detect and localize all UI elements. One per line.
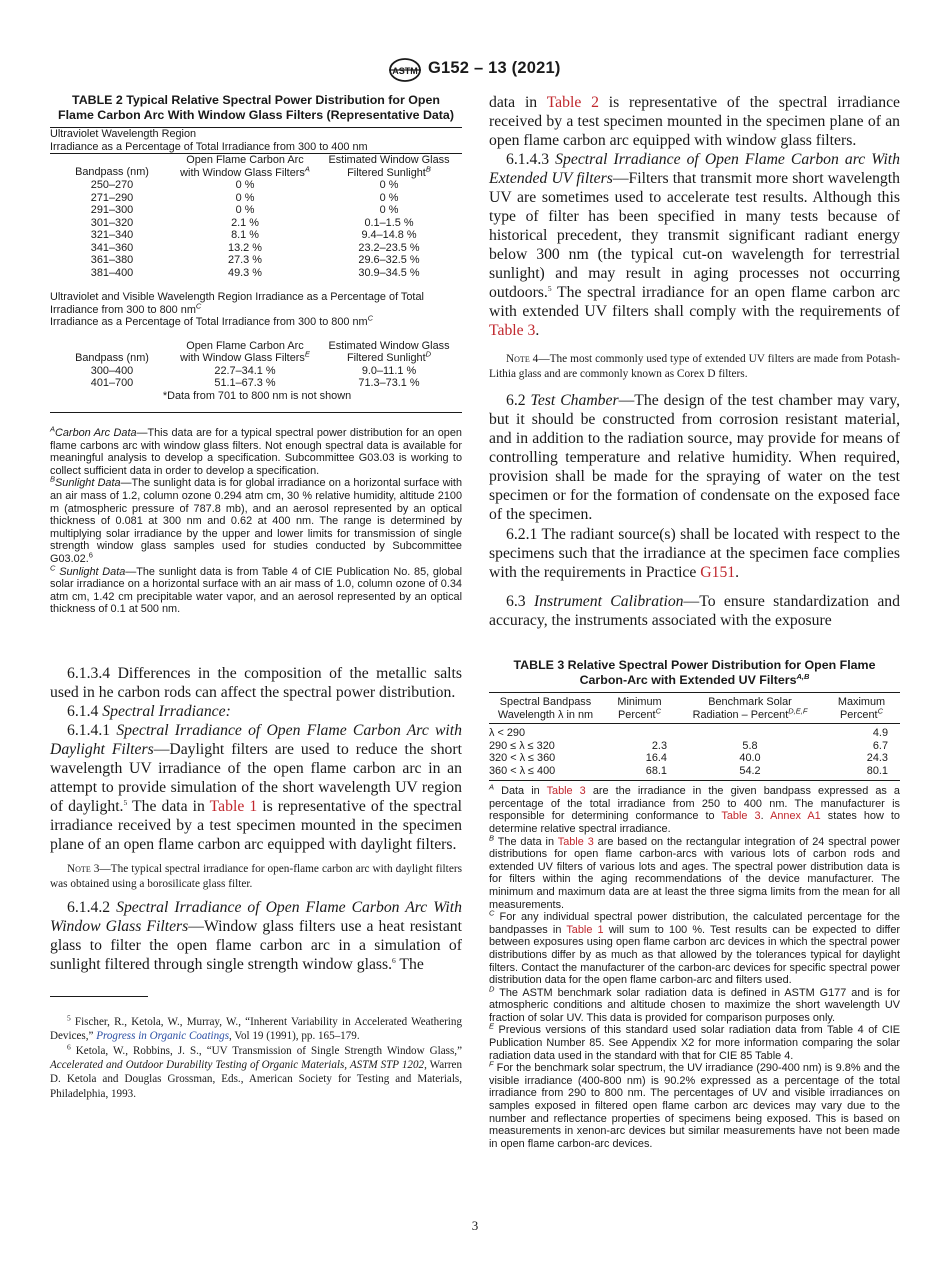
link-table-1[interactable]: Table 1 bbox=[209, 797, 258, 815]
table2-header-bandpass: Bandpass (nm) bbox=[75, 166, 149, 178]
table2-header-sunlight: Estimated Window Glass Filtered Sunlight$^B$ bbox=[328, 154, 450, 179]
astm-logo-icon bbox=[385, 57, 425, 83]
table-cell: 321–340 bbox=[90, 229, 134, 241]
table-cell: 290 ≤ λ ≤ 320 bbox=[489, 739, 555, 752]
paragraph-6-3: 6.3 Instrument Calibration—To ensure standardization and accuracy, the instruments associated with the exposure bbox=[489, 593, 900, 630]
table3-footnotes bbox=[489, 782, 901, 1150]
table3-row bbox=[489, 727, 900, 740]
table2-uvvis-title-line1: Ultraviolet and Visible Wavelength Region Irradiance as a Percentage of Total bbox=[50, 291, 424, 303]
table3-header-maximum: Maximum Percent$^C$ bbox=[837, 696, 886, 721]
link-table-3-fn-a1[interactable]: Table 3 bbox=[546, 785, 586, 798]
table-cell: 68.1 bbox=[645, 764, 667, 777]
table2-uv-row bbox=[50, 179, 462, 192]
table2-uv-rows bbox=[50, 179, 462, 279]
paragraph-6-1-3-4: 6.1.3.4 Differences in the composition of the metallic salts used in he carbon rods can affect the spectral power distribution. bbox=[50, 664, 462, 701]
table-cell: 40.0 bbox=[739, 752, 761, 765]
table-cell: 0 % bbox=[235, 204, 255, 216]
table-cell: 320 < λ ≤ 360 bbox=[489, 752, 556, 765]
table2-uv-row bbox=[50, 192, 462, 205]
references bbox=[50, 1015, 462, 1101]
table3-header-minimum: Minimum Percent$^C$ bbox=[617, 696, 662, 721]
table-cell: 0 % bbox=[379, 191, 399, 204]
table2-uvvis-row bbox=[50, 377, 462, 390]
table-cell: 271–290 bbox=[90, 191, 134, 204]
table-cell bbox=[602, 727, 677, 740]
paragraph-6-1-4-2: 6.1.4.2 Spectral Irradiance of Open Flame Carbon Arc With Window Glass Filters—Window glass filters use a heat resistant glass to filter the open flame carbon arc in a simulation of sunlight filtered through single strength window glass.$^6$ The bbox=[50, 899, 462, 974]
table-cell: 341–360 bbox=[90, 241, 134, 254]
reference-6: $^6$ Ketola, W., Robbins, J. S., “UV Transmission of Single Strength Window Glass,” Accelerated and Outdoor Durability Testing of Organic Materials, ASTM STP 1202, Warren D. Ketola and Douglas Grossman, Eds., American Society for Testing and Materials, Philadelphia, 1993. bbox=[50, 1042, 462, 1100]
table3-footnote-a: $^A$ Data in Table 3 are the irradiance in the given bandpass expressed as a percentage of the total irradiance from 250 to 400 nm. The manufacturer is responsible for determining conformance to Table 3. Annex A1 states how to determine relative spectral irradiance. bbox=[489, 782, 900, 835]
table-cell bbox=[677, 727, 823, 740]
table3-row bbox=[489, 765, 900, 778]
table2-uvvis-header-bandpass: Bandpass (nm) bbox=[75, 351, 149, 364]
table-cell: 0 % bbox=[379, 204, 399, 216]
table-cell: 6.7 bbox=[872, 739, 888, 752]
table2-uv-row bbox=[50, 267, 462, 280]
table-cell: 2.3 bbox=[651, 739, 667, 752]
table2-uvvis-title-line3: Irradiance as a Percentage of Total Irradiance from 300 to 800 nm bbox=[50, 316, 368, 328]
table3-header bbox=[489, 693, 900, 723]
table2 bbox=[50, 127, 462, 413]
table-cell: 16.4 bbox=[645, 752, 667, 765]
svg-text:ASTM: ASTM bbox=[392, 66, 418, 76]
table3 bbox=[489, 692, 900, 781]
table-cell: 80.1 bbox=[866, 764, 888, 777]
table2-uvvis-title-line2: Irradiance from 300 to 800 nm bbox=[50, 303, 196, 316]
table3-footnote-c: $^C$ For any individual spectral power distribution, the calculated percentage for the bandpasses in Table 1 will sum to 100 %. Test results can be expected to differ between exposures using open flame carbon arc devices in which the spectral power distributions differ by as much as that allowed by the tolerances typical for daylight filters. Contact the manufacturer of the carbon-arc devices for specific spectral power distribution data for the open flame carbon-arc and filters used. bbox=[489, 908, 901, 987]
table3-row bbox=[489, 740, 900, 753]
table-cell: 250–270 bbox=[90, 179, 134, 191]
table2-uv-row bbox=[50, 254, 462, 267]
right-body-text bbox=[489, 93, 900, 630]
table3-footnote-b: $^B$ The data in Table 3 are based on the rectangular integration of 24 spectral power distributions for open flame carbon-arcs with various lots of carbon rods and extended UV filters of various lots and ages. The spectral power distribution data is for filters within the aging recommendations of the device manufacturer. The minimum and maximum data are at least the three sigma limits from the mean for all measurements. bbox=[489, 832, 900, 911]
left-body-text bbox=[50, 664, 462, 974]
table2-uvvis-row bbox=[50, 365, 462, 378]
table-cell: 360 < λ ≤ 400 bbox=[489, 764, 556, 777]
table2-footnote-a: $^A$Carbon Arc Data—This data are for a typical spectral power distribution for an open flame carbons arc with window glass filters. Not enough spectral data is available for meaningful analysis to develop a specification. Subcommittee G03.03 is working to collect sufficient data in order to develop a specification. bbox=[50, 424, 462, 477]
table-cell: 71.3–73.1 % bbox=[358, 377, 420, 389]
paragraph-6-2: 6.2 Test Chamber—The design of the test chamber may vary, but it should be constructed from corrosion resistant material, and in addition to the radiation source, may provide for means of controlling temperature and relative humidity. When required, provision shall be made for the spraying of water on the test specimen or for the formation of condensate on the exposed face of the specimen. bbox=[489, 392, 900, 524]
table-cell: 30.9–34.5 % bbox=[358, 266, 420, 279]
table-cell: 0.1–1.5 % bbox=[364, 216, 414, 229]
table-cell: 0 % bbox=[235, 191, 255, 204]
link-annex-a1[interactable]: Annex A1 bbox=[770, 810, 821, 823]
document-id: G152 – 13 (2021) bbox=[428, 59, 561, 77]
table-cell: 22.7–34.1 % bbox=[214, 364, 276, 377]
table3-caption: TABLE 3 Relative Spectral Power Distribution for Open Flame Carbon-Arc with Extended UV Filters$^{A,B}$ bbox=[513, 658, 876, 688]
table-cell: 8.1 % bbox=[231, 229, 259, 241]
link-table-1-fn-c[interactable]: Table 1 bbox=[566, 923, 604, 936]
table2-uv-header bbox=[50, 154, 462, 179]
table-cell: 0 % bbox=[235, 179, 255, 191]
table-cell: 291–300 bbox=[90, 204, 134, 216]
table-cell: 49.3 % bbox=[228, 266, 262, 279]
paragraph-continued: data in Table 2 is representative of the spectral irradiance received by a test specimen mounted in the specimen plane of an open flame carbon arc equipped with window glass filters. bbox=[489, 94, 901, 149]
table-cell: 300–400 bbox=[90, 364, 134, 377]
table2-uvvis-header-carbon-arc: Open Flame Carbon Arc with Window Glass Filters$^E$ bbox=[180, 339, 310, 364]
table-cell: 13.2 % bbox=[228, 241, 262, 254]
table3-footnote-d: $^D$ The ASTM benchmark solar radiation data is defined in ASTM G177 and is for atmospheric conditions and altitude chosen to maximize the short wavelength UV fraction of solar UV. This data is provided for comparison purposes only. bbox=[489, 984, 900, 1024]
table-cell: 29.6–32.5 % bbox=[358, 254, 420, 266]
table-cell: 9.4–14.8 % bbox=[361, 229, 417, 241]
table-cell: 0 % bbox=[379, 179, 399, 191]
table-cell: 24.3 bbox=[866, 752, 888, 765]
note-4: Note 4—The most commonly used type of extended UV filters are made from Potash-Lithia glass and are commonly known as Corex D filters. bbox=[489, 353, 900, 380]
table2-footnotes bbox=[50, 424, 463, 616]
table2-uvvis-title: Ultraviolet and Visible Wavelength Region Irradiance as a Percentage of Total Irradiance from 300 to 800 $nm^C$ Irradiance as a Percentage of Total Irradiance from 300 to 800 $nm^C$ bbox=[50, 291, 462, 329]
table2-uv-row bbox=[50, 217, 462, 230]
table2-uv-row bbox=[50, 229, 462, 242]
link-table-3-fn-a2[interactable]: Table 3 bbox=[721, 810, 761, 823]
table2-uv-title-line1: Ultraviolet Wavelength Region bbox=[50, 128, 197, 140]
table2-uv-title-line2: Irradiance as a Percentage of Total Irradiance from 300 to 400 nm bbox=[50, 140, 368, 153]
table3-row bbox=[489, 752, 900, 765]
table-cell: 361–380 bbox=[90, 254, 134, 266]
table2-caption: TABLE 2 Typical Relative Spectral Power Distribution for Open Flame Carbon Arc With Window Glass Filters (Representative Data) bbox=[58, 93, 454, 122]
table3-footnote-f: $^F$ For the benchmark solar spectrum, the UV irradiance (290-400 nm) is 9.8% and the visible irradiance (400-800 nm) is 90.2% expressed as a percentage of the total irradiance from 290 to 800 nm. The percentages of UV and visible irradiances on samples exposed in filtered open flame carbon arc devices may vary due to the number and reflectance properties of specimens being exposed. This is based on measurements in xenon-arc devices but similar measurements have not been made in open flame carbon-arc devices. bbox=[489, 1059, 900, 1150]
table3-footnote-e: $^E$ Previous versions of this standard used solar radiation data from Table 4 of CIE Publication Number 85. See Appendix X2 for more information comparing the solar radiation data used in the standard with that for CIE 85 Table 4. bbox=[489, 1021, 900, 1062]
table2-uv-title bbox=[50, 128, 462, 153]
table3-header-benchmark: Benchmark Solar Radiation – Percent$^{D,E,F}$ bbox=[692, 696, 808, 721]
note-3: Note 3—The typical spectral irradiance for open-flame carbon arc with daylight filters was obtained using a borosilicate glass filter. bbox=[50, 862, 462, 890]
link-table-2[interactable]: Table 2 bbox=[546, 94, 599, 111]
table-cell: 401–700 bbox=[90, 377, 134, 389]
link-table-3-fn-b[interactable]: Table 3 bbox=[557, 835, 594, 848]
table-cell: 9.0–11.1 % bbox=[361, 364, 417, 377]
paragraph-6-2-1: 6.2.1 The radiant source(s) shall be located with respect to the specimens such that the irradiance at the specimen face complies with the requirements in Practice G151. bbox=[489, 526, 900, 582]
table2-header-carbon-arc: Open Flame Carbon Arc with Window Glass Filters$^A$ bbox=[180, 154, 310, 179]
table-cell: 27.3 % bbox=[228, 254, 262, 266]
table-cell: 4.9 bbox=[872, 727, 888, 740]
left-column bbox=[50, 93, 462, 1101]
table-cell: 381–400 bbox=[90, 266, 134, 279]
reference-5: $^5$ Fischer, R., Ketola, W., Murray, W., “Inherent Variability in Accelerated Weathering Devices,” Progress in Organic Coatings, Vol 19 (1991), pp. 165–179. bbox=[50, 1013, 462, 1043]
page-number: 3 bbox=[471, 1218, 479, 1233]
table2-uvvis-header bbox=[50, 340, 462, 365]
table-cell: 5.8 bbox=[742, 739, 758, 752]
table2-uv-row bbox=[50, 242, 462, 255]
table2-uvvis-header-sunlight: Estimated Window Glass Filtered Sunlight$^D$ bbox=[328, 339, 450, 364]
table-cell: λ < 290 bbox=[489, 727, 526, 740]
table-cell: 2.1 % bbox=[231, 216, 259, 229]
table-cell: 23.2–23.5 % bbox=[358, 241, 420, 254]
paragraph-6-1-4: 6.1.4 Spectral Irradiance: bbox=[67, 702, 231, 720]
table-cell: 54.2 bbox=[739, 764, 761, 777]
table-cell: 301–320 bbox=[90, 216, 134, 229]
link-table-3[interactable]: Table 3 bbox=[489, 322, 536, 339]
table2-footnote-b: $^B$Sunlight Data—The sunlight data is for global irradiance on a horizontal surface with an air mass of 1.2, column ozone 0.294 atm cm, 30 % relative humidity, altitude 2100 m (atmospheric pressure of 787.8 mb), and an aerosol represented by an optical thickness of 0.081 at 300 nm and 0.62 at 400 nm. The range is determined by multiplying solar irradiance by the upper and lower limits for transmission of single strength window glass samples used for studies conducted by Subcommittee G03.02.$^6$ bbox=[50, 474, 463, 565]
link-g151[interactable]: G151 bbox=[700, 564, 736, 582]
table3-rows bbox=[489, 724, 900, 777]
link-progress-organic-coatings[interactable]: Progress in Organic Coatings bbox=[96, 1030, 230, 1043]
document-header bbox=[0, 57, 950, 83]
table2-uvvis-rows bbox=[50, 365, 462, 390]
footnote-divider bbox=[50, 996, 148, 997]
table-cell: 51.1–67.3 % bbox=[214, 377, 276, 389]
table2-uvvis-note: *Data from 701 to 800 nm is not shown bbox=[162, 389, 352, 402]
table2-uv-row bbox=[50, 204, 462, 217]
paragraph-6-1-4-3: 6.1.4.3 Spectral Irradiance of Open Flame Carbon arc With Extended UV filters—Filters that transmit more short wavelength UV are sometimes used to accelerate test results. Although this type of filter has been specified in many tests because of historical precedent, they transmit significant radiant energy below 300 nm (the typical cut-on wavelength for terrestrial sunlight) and may result in aging processes not occurring outdoors.$^5$ The spectral irradiance for an open flame carbon arc with extended UV filters shall comply with the requirements of Table 3. bbox=[489, 151, 901, 339]
table3-header-bandpass: Spectral Bandpass Wavelength λ in nm bbox=[497, 696, 594, 721]
paragraph-6-1-4-1: 6.1.4.1 Spectral Irradiance of Open Flame Carbon Arc with Daylight Filters—Daylight filters are used to reduce the short wavelength UV irradiance of the open flame carbon arc in an attempt to provide simulation of the short wavelength UV region of daylight.$^5$ The data in Table 1 is representative of the spectral irradiance received by a test specimen mounted in the specimen plane of an open flame carbon arc equipped with daylight filters. bbox=[50, 721, 462, 853]
table2-footnote-c: $^C$ Sunlight Data—The sunlight data is from Table 4 of CIE Publication No. 85, global solar irradiance on a horizontal surface with an air mass of 1.0, column ozone of 0.34 atm cm, 1.42 cm precipitable water vapor, and an aerosol represented by an optical thickness of 0.1 at 500 nm. bbox=[50, 562, 462, 616]
right-column bbox=[489, 93, 900, 1150]
